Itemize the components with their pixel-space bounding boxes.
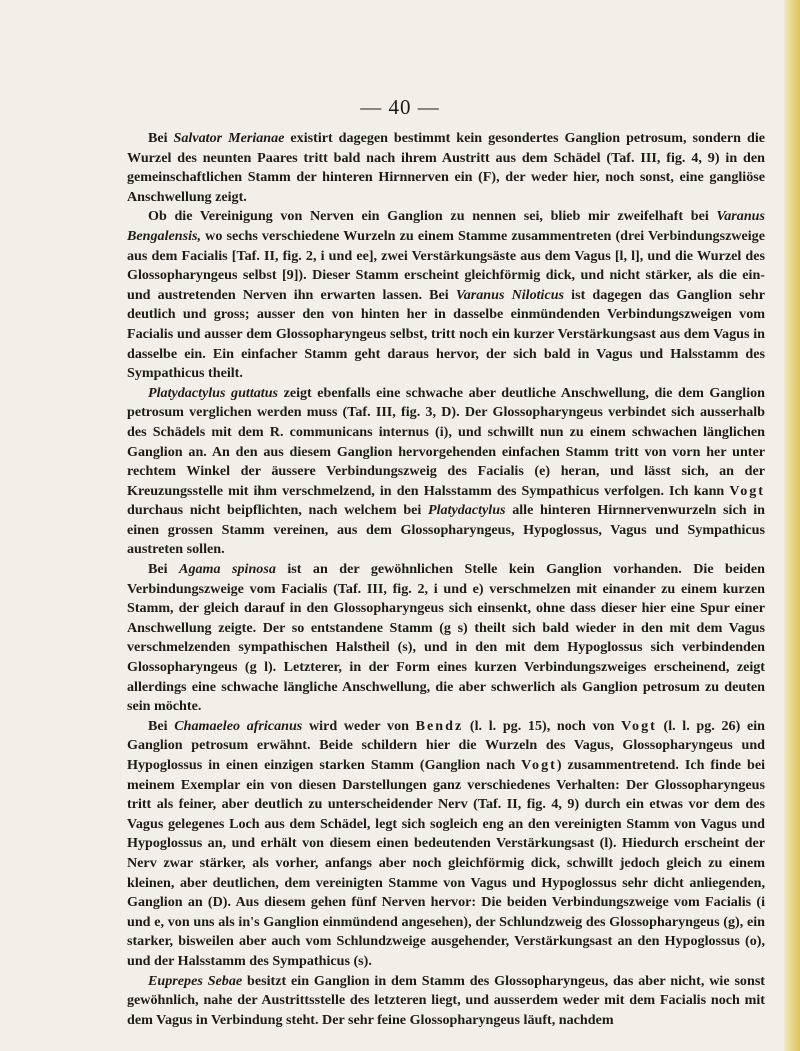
paragraph-platydactylus: [127, 384, 765, 560]
author-name: Bendz: [415, 717, 464, 734]
author-name: Vogt: [521, 757, 557, 773]
species-name: Salvator Merianae: [173, 130, 285, 146]
text-run: existirt dagegen bestimmt kein gesondertes Ganglion petrosum, sondern die Wurzel des neunten Paares tritt bald nach ihrem Austritt aus dem Schädel (Taf. III, fig. 4, 9) in den gemeinschaftlichen Stamm der hinteren Hirnnerven ein (F), der weder hier, noch sonst, eine gangliöse Anschwellung zeigt.: [127, 130, 765, 205]
text-run: ist an der gewöhnlichen Stelle kein Ganglion vorhanden. Die beiden Verbindungszweige vom Facialis (Taf. III, fig. 2, i und e) verschmelzen mit einander zu einem kurzen Stamm, der gleich darauf in den Glossopharyngeus sich einsenkt, ohne dass dieser hier eine Spur einer Anschwellung zeigte. Der so entstandene Stamm (g s) theilt sich bald wieder in den mit dem Vagus verschmelzenden sympathischen Halstheil (s), und in den mit dem Hypoglossus sich verbindenden Glossopharyngeus (g l). Letzterer, in der Form eines kurzen Verbindungszweiges erscheinend, zeigt allerdings eine schwache längliche Anschwellung, die aber schwerlich als Ganglion petrosum zu deuten sein möchte.: [127, 561, 765, 715]
text-run: Ob die Vereinigung von Nerven ein Ganglion zu nennen sei, blieb mir zweifelhaft bei: [148, 208, 717, 225]
text-run: alle hinteren Hirnnervenwurzeln sich in einen grossen Stamm vereinen, aus dem Glossopharyngeus, Hypoglossus, Vagus und Sympathicus austreten sollen.: [127, 502, 765, 558]
paragraph-euprepes: [127, 972, 765, 1031]
text-run: (l. l. pg. 26) ein Ganglion petrosum erwähnt. Beide schildern hier die Wurzeln des Vagus, Glossopharyngeus und Hypoglossus in einen einzigen starken Stamm (Ganglion nach: [127, 717, 765, 773]
page-number: — 40 —: [360, 95, 440, 119]
species-name: Euprepes Sebae: [148, 972, 243, 989]
species-name: Varanus Bengalensis,: [127, 208, 765, 244]
paragraph-salvator: [127, 129, 765, 207]
text-run: durchaus nicht beipflichten, nach welchem bei: [127, 502, 429, 519]
species-name: Platydactylus guttatus: [148, 384, 279, 401]
text-run: besitzt ein Ganglion in dem Stamm des Glossopharyngeus, das aber nicht, wie sonst gewöhnlich, nahe der Austrittsstelle des letzteren liegt, und ausserdem weder mit dem Facialis noch mit dem Vagus in Verbindung steht. Der sehr feine Glossopharyngeus läuft, nachdem: [127, 972, 765, 1028]
text-run: Bei: [148, 130, 174, 146]
page-edge: [784, 0, 800, 1051]
author-name: Vogt: [621, 717, 657, 734]
text-run: wo sechs verschiedene Wurzeln zu einem Stamme zusammentreten (drei Verbindungszweige aus dem Facialis [Taf. II, fig. 2, i und ee], zwei Verstärkungsäste aus dem Vagus [l, l], und die Wurzel des Glossopharyngeus selbst [9]). Dieser Stamm erscheint gleichförmig dick, und nicht stärker, als die ein- und austretenden Nerven ihn erwarten lassen. Bei: [127, 227, 765, 303]
species-name: Varanus Niloticus: [455, 286, 565, 303]
text-run: ist dagegen das Ganglion sehr deutlich und gross; ausser den von hinten her in dasselbe einmündenden Verbindungszweigen vom Facialis und ausser dem Glossopharyngeus selbst, tritt noch ein kurzer Verstärkungsast aus dem Vagus in dasselbe ein. Ein einfacher Stamm geht daraus hervor, der sich bald in Vagus und Halsstamm des Sympathicus theilt.: [127, 286, 765, 382]
author-name: Vogt: [729, 482, 765, 499]
text-run: Bei: [148, 717, 175, 734]
species-name: Chamaeleo africanus: [174, 717, 303, 734]
text-run: (l. l. pg. 15), noch von: [463, 717, 622, 734]
paragraph-agama: [127, 560, 765, 717]
text-run: ) zusammentretend. Ich finde bei meinem Exemplar ein von diesen Darstellungen ganz verschiedenes Verhalten: Der Glossopharyngeus tritt als feiner, aber deutlich zu unterscheidender Nerv (Taf. II, fig. 4, 9) durch ein etwas vor dem des Vagus gelegenes Loch aus dem Schädel, legt sich sogleich eng an den vereinigten Stamm von Vagus und Hypoglossus an, und erhält von diesem einen bedeutenden Verstärkungsast (l). Hiedurch erscheint der Nerv zwar stärker, als vorher, anfangs aber noch gleichförmig dick, schwillt jedoch gleich zu einem kleinen, aber deutlichen, dem vereinigten Stamme von Vagus und Hypoglossus sehr dicht anliegenden, Ganglion an (D). Aus diesem gehen fünf Nerven hervor: Die beiden Verbindungszweige vom Facialis (i und e, von uns als in's Ganglion einmündend angesehen), der Schlundzweig des Glossopharyngeus (g), ein starker, bisweilen aber auch vom Schlundzweige ausgehender, Verstärkungsast an den Hypoglossus (o), und der Halsstamm des Sympathicus (s).: [127, 757, 765, 969]
text-run: Bei: [148, 561, 180, 578]
paragraph-varanus: [127, 207, 765, 383]
text-run: zeigt ebenfalls eine schwache aber deutliche Anschwellung, die dem Ganglion petrosum verglichen werden muss (Taf. III, fig. 3, D). Der Glossopharyngeus verbindet sich ausserhalb des Schädels mit dem R. communicans internus (i), und schwillt nun zu einem schwachen länglichen Ganglion an. An den aus diesem Ganglion hervorgehenden einfachen Stamm tritt von vorn her unter rechtem Winkel der äussere Verbindungszweig des Facialis (e) heran, und lässt sich, an der Kreuzungsstelle mit ihm verschmelzend, in den Halsstamm des Sympathicus verfolgen. Ich kann: [127, 384, 765, 499]
text-run: wird weder von: [302, 717, 416, 734]
species-name: Platydactylus: [428, 502, 506, 519]
paragraph-chamaeleo: [127, 717, 765, 972]
body-text: [127, 129, 765, 1030]
species-name: Agama spinosa: [179, 561, 276, 578]
